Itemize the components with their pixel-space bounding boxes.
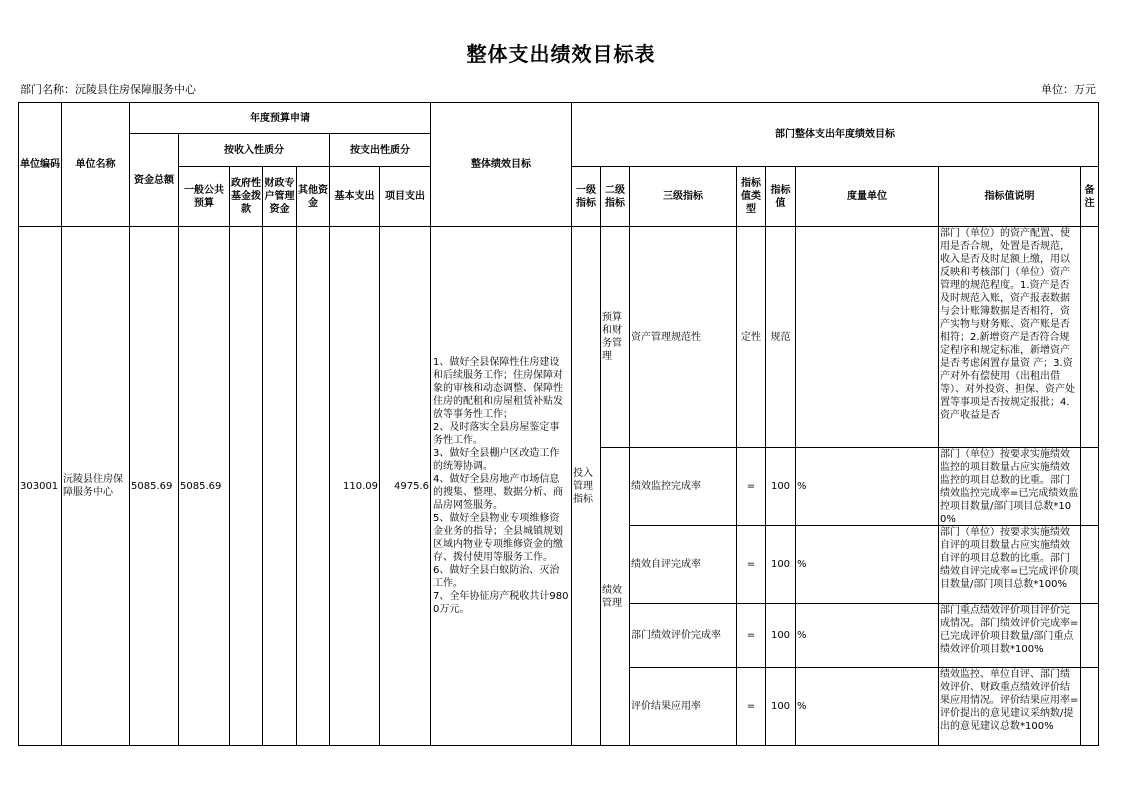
cell-remark: [1081, 526, 1099, 604]
header-overall-goal: 整体绩效目标: [431, 103, 572, 227]
cell-indicator-desc: [939, 526, 1081, 604]
cell-indicator-value: 100: [766, 668, 796, 746]
header-project-exp: 项目支出: [380, 167, 431, 227]
cell-remark: [1081, 604, 1099, 668]
header-basic-exp: 基本支出: [330, 167, 380, 227]
cell-indicator-type: =: [737, 604, 766, 668]
cell-measure-unit: %: [796, 448, 939, 526]
overall-goal-text: 1、做好全县保障性住房建设和后续服务工作；住房保障对象的审核和动态调整、保障性住房的配租和房屋租赁补贴发放等事务性工作； 2、及时落实全县房屋鉴定事务性工作。 3、做好全县棚户区改造工作的统筹协调。 4、做好全县房地产市场信息的搜集、整理、数据分析、商品房网签服务。 5、做好全县物业专项维修资金业务的指导；全县城镇规划区域内物业专项维修资金的缴存、拨付使用等服务工作。 6、做好全县白蚁防治、灭治工作。 7、全年协征房产税收共计9800万元。: [433, 357, 569, 615]
cell-basic-exp: 110.09: [330, 227, 380, 746]
indicator-desc-text: 部门重点绩效评价项目评价完成情况。部门绩效评价完成率=已完成评价项目数量/部门重点绩效评价项目数*100%: [940, 605, 1079, 655]
cell-level3: 绩效监控完成率: [630, 448, 737, 526]
cell-total-funds: 5085.69: [130, 227, 179, 746]
cell-level3: 部门绩效评价完成率: [630, 604, 737, 668]
header-level3: 三级指标: [630, 167, 737, 227]
cell-unit-name: 沅陵县住房保障服务中心: [62, 227, 130, 746]
cell-indicator-value: 规范: [766, 227, 796, 448]
department-name: 部门名称：沅陵县住房保障服务中心: [20, 83, 196, 96]
cell-indicator-desc: [939, 668, 1081, 746]
header-level1: 一级指标: [572, 167, 601, 227]
cell-remark: [1081, 448, 1099, 526]
header-general-budget: 一般公共预算: [179, 167, 230, 227]
cell-remark: [1081, 668, 1099, 746]
cell-level3: 绩效自评完成率: [630, 526, 737, 604]
cell-indicator-value: 100: [766, 604, 796, 668]
cell-indicator-type: 定性: [737, 227, 766, 448]
cell-remark: [1081, 227, 1099, 448]
header-by-expense: 按支出性质分: [330, 134, 431, 167]
cell-gov-fund: [230, 227, 263, 746]
cell-indicator-type: =: [737, 526, 766, 604]
cell-level1: 投入管理指标: [572, 227, 601, 746]
cell-unit-code: 303001: [19, 227, 62, 746]
header-special-fund: 财政专户管理资金: [263, 167, 297, 227]
header-by-income: 按收入性质分: [179, 134, 330, 167]
indicator-desc-text: 绩效监控、单位自评、部门绩效评价、财政重点绩效评价结果应用情况。评价结果应用率=评价提出的意见建议采纳数/提出的意见建议总数*100%: [940, 669, 1079, 732]
cell-measure-unit: %: [796, 604, 939, 668]
header-remark: 备注: [1081, 167, 1099, 227]
header-annual-budget: 年度预算申请: [130, 103, 431, 134]
cell-indicator-desc: [939, 604, 1081, 668]
cell-measure-unit: [796, 227, 939, 448]
cell-other-fund: [297, 227, 330, 746]
header-level2: 二级指标: [601, 167, 630, 227]
cell-general-budget: 5085.69: [179, 227, 230, 746]
header-indicator-desc: 指标值说明: [939, 167, 1081, 227]
cell-special-fund: [263, 227, 297, 746]
cell-level2: 绩效管理: [601, 448, 630, 746]
cell-indicator-type: =: [737, 448, 766, 526]
header-indicator-value: 指标值: [766, 167, 796, 227]
cell-overall-goal: [431, 227, 572, 746]
cell-measure-unit: %: [796, 668, 939, 746]
currency-unit: 单位：万元: [1041, 83, 1096, 96]
cell-indicator-value: 100: [766, 448, 796, 526]
header-dept-goal: 部门整体支出年度绩效目标: [572, 103, 1099, 167]
header-total-funds: 资金总额: [130, 134, 179, 227]
table-row: [19, 227, 1099, 448]
header-gov-fund: 政府性基金拨款: [230, 167, 263, 227]
cell-indicator-value: 100: [766, 526, 796, 604]
cell-level3: 评价结果应用率: [630, 668, 737, 746]
indicator-desc-text: 部门（单位）按要求实施绩效自评的项目数量占应实施绩效自评的项目总数的比重。部门绩效自评完成率=已完成评价项目数量/部门项目总数*100%: [940, 527, 1079, 590]
page-title: 整体支出绩效目标表: [466, 42, 656, 66]
performance-table: [18, 102, 1099, 746]
cell-indicator-type: =: [737, 668, 766, 746]
header-measure-unit: 度量单位: [796, 167, 939, 227]
cell-level2: 预算和财务管理: [601, 227, 630, 448]
header-other-fund: 其他资金: [297, 167, 330, 227]
cell-indicator-desc: [939, 227, 1081, 448]
header-indicator-type: 指标值类型: [737, 167, 766, 227]
indicator-desc-text: 部门（单位）的资产配置、使用是否合规，处置是否规范，收入是否及时足额上缴，用以反映和考核部门（单位）资产管理的规范程度。1.资产是否及时规范入账，资产报表数据与会计账簿数据是否相符，资产实物与财务账、资产账是否相符；2.新增资产是否符合规定程序和规定标准，新增资产是否考虑闲置存量资 产；3.资产对外有偿使用（出租出借等）、对外投资、担保、资产处置等事项是否按规定报批；4.资产收益是否: [940, 228, 1075, 421]
cell-project-exp: 4975.6: [380, 227, 431, 746]
cell-indicator-desc: [939, 448, 1081, 526]
header-unit-code: 单位编码: [19, 103, 62, 227]
cell-measure-unit: %: [796, 526, 939, 604]
indicator-desc-text: 部门（单位）按要求实施绩效监控的项目数量占应实施绩效监控的项目总数的比重。部门绩效监控完成率=已完成绩效监控项目数量/部门项目总数*100%: [940, 449, 1079, 524]
cell-level3: 资产管理规范性: [630, 227, 737, 448]
header-unit-name: 单位名称: [62, 103, 130, 227]
